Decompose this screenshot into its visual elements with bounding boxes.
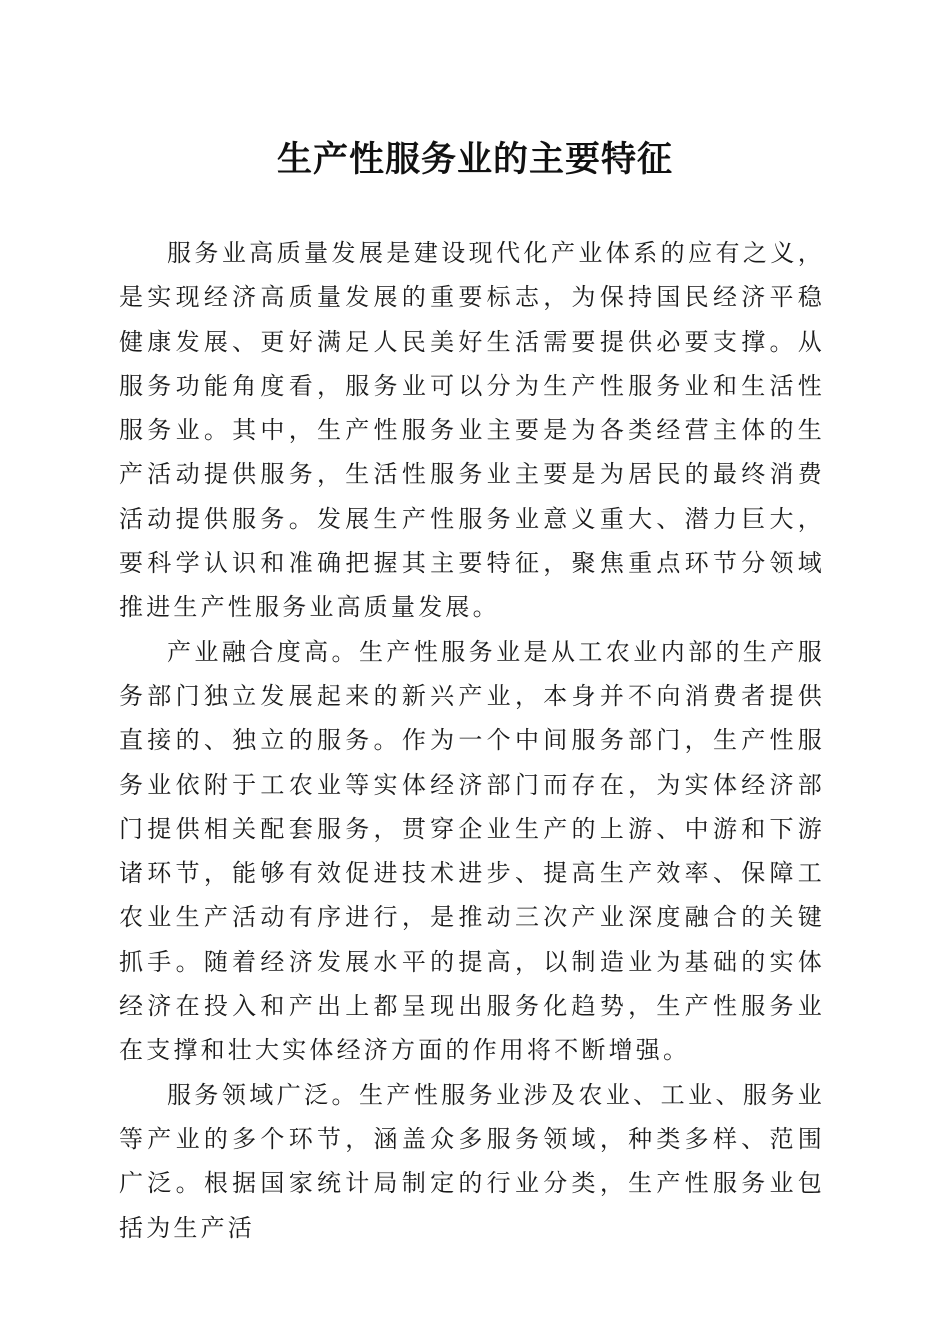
document-body [119, 231, 825, 1250]
paragraph-intro: 服务业高质量发展是建设现代化产业体系的应有之义，是实现经济高质量发展的重要标志，为保持国民经济平稳健康发展、更好满足人民美好生活需要提供必要支撑。从服务功能角度看，服务业可以分为生产性服务业和生活性服务业。其中，生产性服务业主要是为各类经营主体的生产活动提供服务，生活性服务业主要是为居民的最终消费活动提供服务。发展生产性服务业意义重大、潜力巨大，要科学认识和准确把握其主要特征，聚焦重点环节分领域推进生产性服务业高质量发展。 [119, 239, 825, 622]
paragraph-service-scope: 服务领域广泛。生产性服务业涉及农业、工业、服务业等产业的多个环节，涵盖众多服务领域，种类多样、范围广泛。根据国家统计局制定的行业分类，生产性服务业包括为生产活 [119, 1080, 825, 1242]
document-title: 生产性服务业的主要特征 [276, 139, 673, 180]
paragraph-industry-integration: 产业融合度高。生产性服务业是从工农业内部的生产服务部门独立发展起来的新兴产业，本身并不向消费者提供直接的、独立的服务。作为一个中间服务部门，生产性服务业依附于工农业等实体经济部门而存在，为实体经济部门提供相关配套服务，贯穿企业生产的上游、中游和下游诸环节，能够有效促进技术进步、提高生产效率、保障工农业生产活动有序进行，是推动三次产业深度融合的关键抓手。随着经济发展水平的提高，以制造业为基础的实体经济在投入和产出上都呈现出服务化趋势，生产性服务业在支撑和壮大实体经济方面的作用将不断增强。 [119, 637, 825, 1065]
